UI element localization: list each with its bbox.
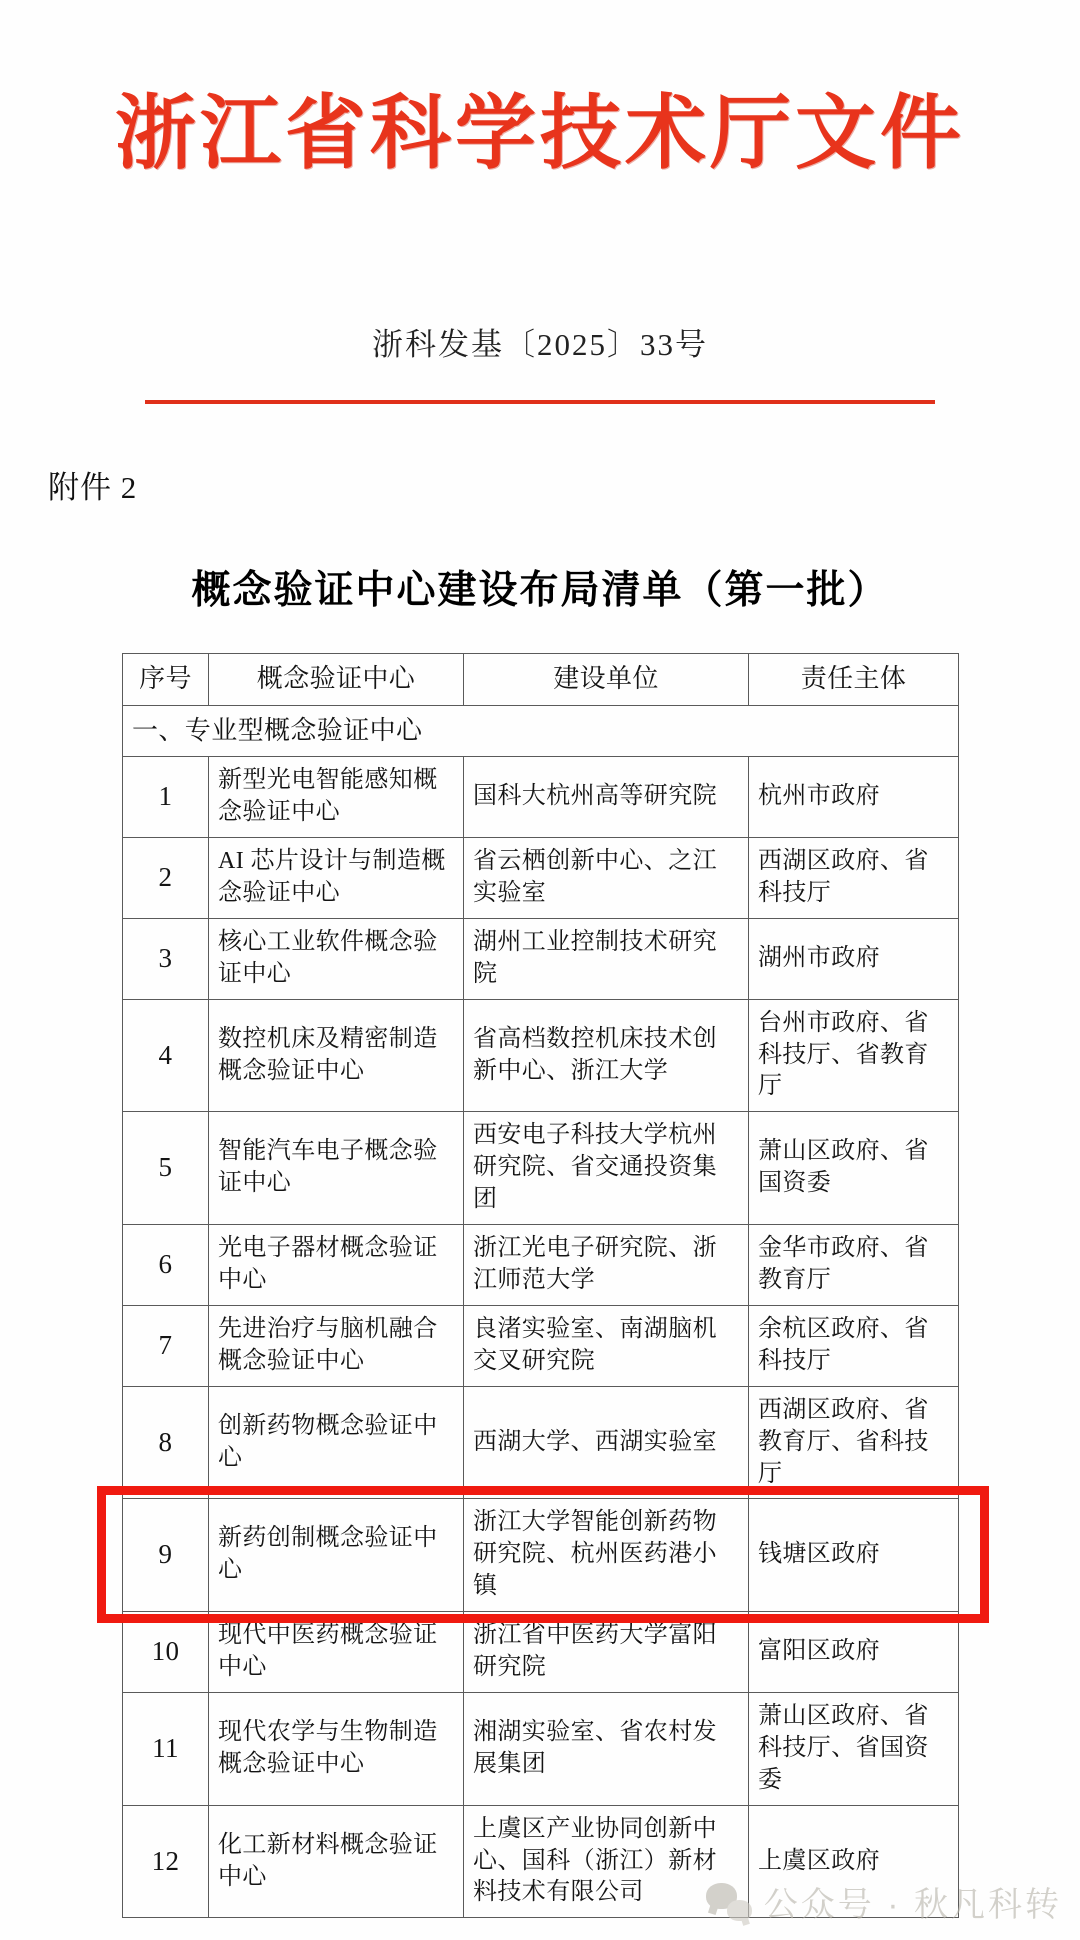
- section-heading-label: 一、专业型概念验证中心: [123, 705, 959, 757]
- listing-table: [122, 653, 959, 1918]
- table-row: [123, 1305, 959, 1386]
- row-construction-unit: 浙江光电子研究院、浙江师范大学: [464, 1225, 749, 1306]
- row-center-name: 智能汽车电子概念验证中心: [209, 1112, 464, 1225]
- row-responsible-entity: 金华市政府、省教育厅: [749, 1225, 959, 1306]
- row-index: 10: [123, 1612, 209, 1693]
- row-index: 8: [123, 1386, 209, 1499]
- masthead-title: 浙江省科学技术厅文件: [114, 89, 965, 179]
- row-construction-unit: 浙江省中医药大学富阳研究院: [464, 1612, 749, 1693]
- row-construction-unit: 浙江大学智能创新药物研究院、杭州医药港小镇: [464, 1499, 749, 1612]
- row-construction-unit: 省云栖创新中心、之江实验室: [464, 838, 749, 919]
- row-responsible-entity: 湖州市政府: [749, 918, 959, 999]
- attachment-label: 附件 2: [48, 470, 138, 506]
- row-construction-unit: 西安电子科技大学杭州研究院、省交通投资集团: [464, 1112, 749, 1225]
- table-row: [123, 1499, 959, 1612]
- listing-table-container: [122, 653, 958, 1918]
- row-construction-unit: 良渚实验室、南湖脑机交叉研究院: [464, 1305, 749, 1386]
- row-center-name: 先进治疗与脑机融合概念验证中心: [209, 1305, 464, 1386]
- document-number-row: [0, 319, 1080, 364]
- row-construction-unit: 湖州工业控制技术研究院: [464, 918, 749, 999]
- page-title: 概念验证中心建设布局清单（第一批）: [191, 569, 889, 613]
- table-row: [123, 757, 959, 838]
- row-responsible-entity: 钱塘区政府: [749, 1499, 959, 1612]
- row-responsible-entity: 西湖区政府、省教育厅、省科技厅: [749, 1386, 959, 1499]
- table-header-row: [123, 654, 959, 706]
- row-index: 1: [123, 757, 209, 838]
- row-construction-unit: 国科大杭州高等研究院: [464, 757, 749, 838]
- row-construction-unit: 西湖大学、西湖实验室: [464, 1386, 749, 1499]
- table-row: [123, 1612, 959, 1693]
- table-body: [123, 705, 959, 1918]
- document-number: 浙科发基〔2025〕33号: [372, 327, 708, 363]
- row-center-name: 现代中医药概念验证中心: [209, 1612, 464, 1693]
- watermark-text: 公众号 · 秋凡科转: [763, 1886, 1062, 1924]
- row-index: 6: [123, 1225, 209, 1306]
- watermark: [706, 1877, 1062, 1926]
- column-header-no: 序号: [123, 654, 209, 706]
- row-center-name: 现代农学与生物制造概念验证中心: [209, 1692, 464, 1805]
- table-head: [123, 654, 959, 706]
- row-center-name: 创新药物概念验证中心: [209, 1386, 464, 1499]
- row-center-name: 数控机床及精密制造概念验证中心: [209, 999, 464, 1112]
- masthead: [0, 0, 1080, 177]
- table-row: [123, 838, 959, 919]
- row-responsible-entity: 西湖区政府、省科技厅: [749, 838, 959, 919]
- table-row: [123, 1225, 959, 1306]
- table-row: [123, 1112, 959, 1225]
- row-index: 12: [123, 1805, 209, 1918]
- row-center-name: 新药创制概念验证中心: [209, 1499, 464, 1612]
- row-index: 5: [123, 1112, 209, 1225]
- table-row: [123, 1386, 959, 1499]
- row-index: 3: [123, 918, 209, 999]
- row-responsible-entity: 萧山区政府、省国资委: [749, 1112, 959, 1225]
- row-index: 9: [123, 1499, 209, 1612]
- row-center-name: 光电子器材概念验证中心: [209, 1225, 464, 1306]
- row-responsible-entity: 上虞区政府: [749, 1805, 959, 1918]
- row-center-name: 新型光电智能感知概念验证中心: [209, 757, 464, 838]
- row-construction-unit: 湘湖实验室、省农村发展集团: [464, 1692, 749, 1805]
- row-center-name: 核心工业软件概念验证中心: [209, 918, 464, 999]
- wechat-icon: [706, 1883, 752, 1921]
- row-responsible-entity: 余杭区政府、省科技厅: [749, 1305, 959, 1386]
- row-construction-unit: 上虞区产业协同创新中心、国科（浙江）新材料技术有限公司: [464, 1805, 749, 1918]
- table-row: [123, 1692, 959, 1805]
- table-row: [123, 999, 959, 1112]
- row-index: 4: [123, 999, 209, 1112]
- section-heading-row: [123, 705, 959, 757]
- row-responsible-entity: 台州市政府、省科技厅、省教育厅: [749, 999, 959, 1112]
- table-row: [123, 918, 959, 999]
- column-header-unit: 建设单位: [464, 654, 749, 706]
- row-index: 11: [123, 1692, 209, 1805]
- row-responsible-entity: 萧山区政府、省科技厅、省国资委: [749, 1692, 959, 1805]
- row-center-name: AI 芯片设计与制造概念验证中心: [209, 838, 464, 919]
- row-center-name: 化工新材料概念验证中心: [209, 1805, 464, 1918]
- red-separator-rule: [145, 400, 935, 404]
- row-index: 7: [123, 1305, 209, 1386]
- column-header-responsible: 责任主体: [749, 654, 959, 706]
- column-header-center: 概念验证中心: [209, 654, 464, 706]
- row-construction-unit: 省高档数控机床技术创新中心、浙江大学: [464, 999, 749, 1112]
- row-responsible-entity: 杭州市政府: [749, 757, 959, 838]
- row-responsible-entity: 富阳区政府: [749, 1612, 959, 1693]
- row-index: 2: [123, 838, 209, 919]
